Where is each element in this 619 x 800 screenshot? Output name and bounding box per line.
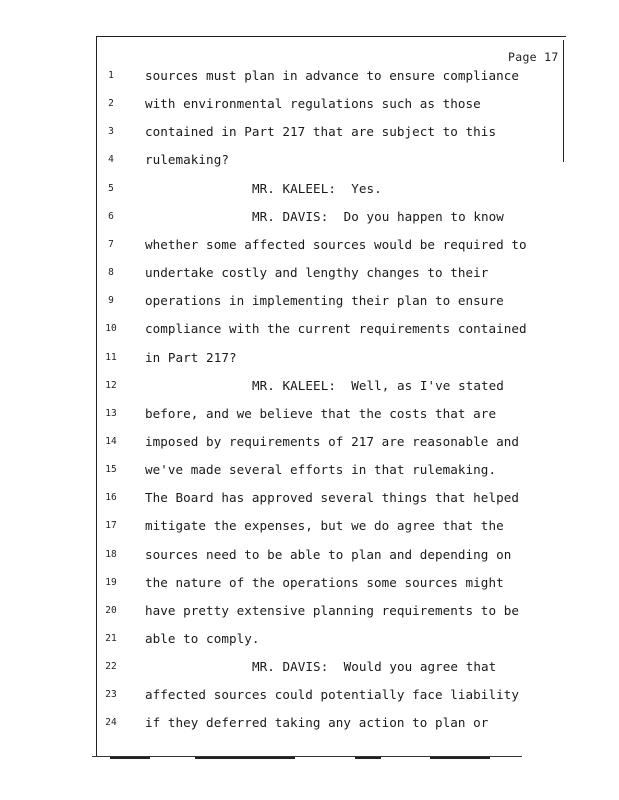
- transcript-line: [0, 237, 619, 257]
- line-number: 6: [108, 210, 114, 222]
- line-number: 3: [108, 126, 114, 138]
- line-text: MR. DAVIS: Would you agree that: [252, 659, 497, 675]
- transcript-line: [0, 96, 619, 116]
- transcript-line: [0, 518, 619, 538]
- transcript-line: [0, 575, 619, 595]
- line-number: 8: [108, 267, 114, 278]
- transcript-line: [0, 181, 619, 201]
- transcript-line: [0, 321, 619, 341]
- page-border-top: [96, 36, 566, 37]
- line-number: 5: [108, 182, 114, 194]
- line-text: have pretty extensive planning requirements to be: [145, 602, 519, 618]
- transcript-line: [0, 659, 619, 679]
- bottom-scan-mark: [110, 757, 150, 759]
- transcript-line: [0, 152, 619, 172]
- line-number: 15: [105, 464, 117, 476]
- line-text: if they deferred taking any action to plan or: [145, 715, 489, 731]
- line-number: 24: [105, 717, 117, 729]
- line-number: 21: [105, 633, 117, 644]
- line-text: affected sources could potentially face liability: [145, 687, 519, 703]
- transcript-line: [0, 715, 619, 735]
- line-text: undertake costly and lengthy changes to their: [145, 265, 489, 280]
- line-text: we've made several efforts in that rulemaking.: [145, 462, 497, 478]
- line-text: rulemaking?: [145, 152, 229, 168]
- line-number: 22: [105, 661, 117, 673]
- line-number: 17: [105, 520, 117, 532]
- line-text: MR. KALEEL: Yes.: [252, 180, 382, 196]
- transcript-line: [0, 687, 619, 707]
- line-text: in Part 217?: [145, 349, 237, 365]
- line-number: 13: [105, 407, 117, 419]
- transcript-line: [0, 603, 619, 623]
- line-number: 19: [105, 576, 117, 588]
- transcript-line: [0, 378, 619, 398]
- line-number: 9: [108, 295, 114, 307]
- line-number: 11: [105, 351, 117, 363]
- bottom-scan-mark: [355, 757, 381, 759]
- transcript-line: [0, 265, 619, 285]
- line-text: with environmental regulations such as those: [145, 96, 481, 112]
- transcript-line: [0, 124, 619, 144]
- bottom-scan-mark: [195, 757, 295, 759]
- line-number: 14: [105, 435, 117, 447]
- transcript-line: [0, 293, 619, 313]
- bottom-scan-mark: [430, 757, 490, 759]
- line-number: 2: [108, 98, 114, 110]
- line-text: compliance with the current requirements contained: [145, 321, 527, 337]
- line-number: 20: [105, 604, 117, 616]
- line-text: whether some affected sources would be required to: [145, 236, 527, 252]
- line-text: before, and we believe that the costs that are: [145, 405, 497, 421]
- line-text: able to comply.: [145, 631, 260, 646]
- line-text: MR. KALEEL: Well, as I've stated: [252, 377, 504, 393]
- transcript-line: [0, 434, 619, 454]
- line-number: 16: [105, 492, 117, 504]
- line-number: 10: [105, 323, 117, 335]
- line-text: imposed by requirements of 217 are reasonable and: [145, 433, 519, 449]
- transcript-line: [0, 547, 619, 567]
- line-text: sources need to be able to plan and depending on: [145, 546, 512, 562]
- line-number: 12: [105, 379, 117, 391]
- transcript-line: [0, 209, 619, 229]
- transcript-line: [0, 406, 619, 426]
- line-number: 7: [108, 238, 114, 250]
- line-number: 4: [108, 154, 114, 166]
- line-text: the nature of the operations some sources might: [145, 574, 504, 590]
- transcript-line: [0, 490, 619, 510]
- line-text: contained in Part 217 that are subject to this: [145, 124, 497, 140]
- transcript-line: [0, 462, 619, 482]
- transcript-line: [0, 631, 619, 651]
- transcript-line: [0, 68, 619, 88]
- line-text: The Board has approved several things that helped: [145, 490, 519, 506]
- line-text: mitigate the expenses, but we do agree that the: [145, 518, 504, 534]
- line-number: 23: [105, 689, 117, 701]
- line-number: 1: [108, 70, 114, 81]
- line-text: operations in implementing their plan to ensure: [145, 293, 504, 309]
- line-text: sources must plan in advance to ensure compliance: [145, 68, 519, 83]
- line-text: MR. DAVIS: Do you happen to know: [252, 208, 504, 224]
- page-number: Page 17: [508, 50, 559, 64]
- transcript-line: [0, 350, 619, 370]
- line-number: 18: [105, 548, 117, 560]
